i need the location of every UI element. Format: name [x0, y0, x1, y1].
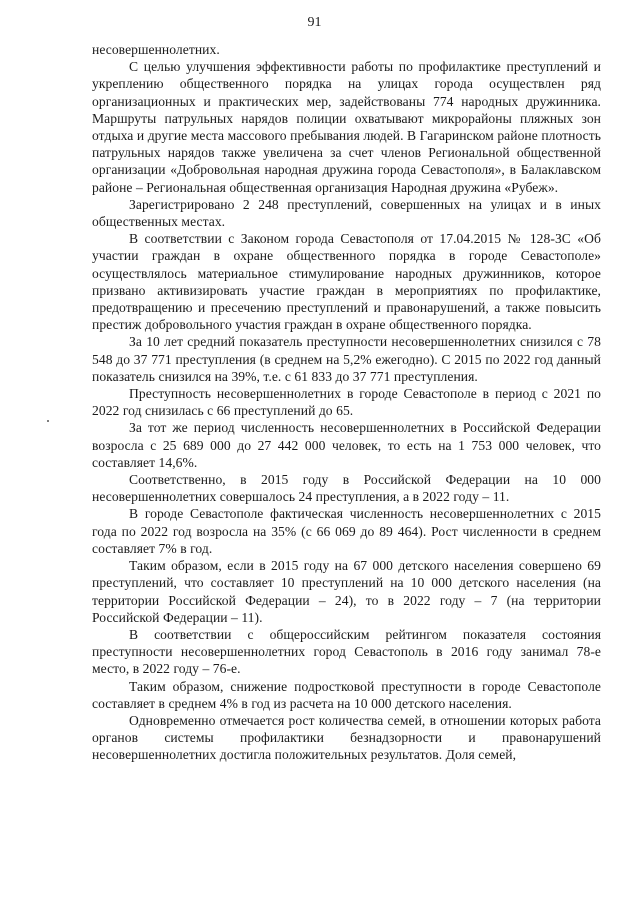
- paragraph: В соответствии с Законом города Севастополя от 17.04.2015 № 128-ЗС «Об участии граждан в охране общественного порядка в городе Севастополе» осуществлялось материальное стимулирование народных дружинников, которое призвано активизировать участие граждан в мероприятиях по профилактике, предотвращению и пресечению преступлений и правонарушений, а также повысить престиж добровольного участия граждан в охране общественного порядка.: [92, 231, 601, 333]
- paragraph: Зарегистрировано 2 248 преступлений, совершенных на улицах и в иных общественных местах.: [92, 196, 601, 230]
- scan-artifact: [47, 420, 49, 422]
- paragraph: Соответственно, в 2015 году в Российской Федерации на 10 000 несовершеннолетних совершалось 24 преступления, а в 2022 году – 11.: [92, 472, 601, 505]
- body-text: [92, 41, 601, 764]
- paragraph: несовершеннолетних.: [92, 42, 220, 57]
- paragraph: Одновременно отмечается рост количества семей, в отношении которых работа органов системы профилактики безнадзорности и правонарушений несовершеннолетних достигла положительных результатов. Доля семей,: [92, 712, 601, 763]
- paragraph: Таким образом, если в 2015 году на 67 000 детского населения совершено 69 преступлений, что составляет 10 преступлений на 10 000 детского населения (на территории Российской Федерации – 24), то в 2022 году – 7 (на территории Российской Федерации – 11).: [92, 558, 601, 625]
- paragraph: За тот же период численность несовершеннолетних в Российской Федерации возросла с 25 689 000 до 27 442 000 человек, то есть на 1 753 000 человек, что составляет 14,6%.: [92, 420, 601, 470]
- paragraph: Преступность несовершеннолетних в городе Севастополе в период с 2021 по 2022 год снизилась с 66 преступлений до 65.: [92, 386, 601, 419]
- page-number: 91: [307, 15, 322, 30]
- paragraph: За 10 лет средний показатель преступности несовершеннолетних снизился с 78 548 до 37 771 преступления (в среднем на 5,2% ежегодно). С 2015 по 2022 год данный показатель снизился на 39%, т.е. с 61 833 до 37 771 преступления.: [92, 334, 601, 384]
- paragraph: С целью улучшения эффективности работы по профилактике преступлений и укреплению общественного порядка на улицах города осуществлен ряд организационных и практических мер, задействованы 774 народных дружинника. Маршруты патрульных нарядов полиции охватывают микрорайоны пляжных зон отдыха и другие места массового пребывания людей. В Гагаринском районе плотность патрульных нарядов также увеличена за счет членов Региональной общественной организации «Добровольная народная дружина города Севастополя», в Балаклавском районе – Региональная общественная организация Народная дружина «Рубеж».: [92, 59, 601, 195]
- paragraph: Таким образом, снижение подростковой преступности в городе Севастополе составляет в среднем 4% в год из расчета на 10 000 детского населения.: [92, 678, 601, 711]
- paragraph: В соответствии с общероссийским рейтингом показателя состояния преступности несовершеннолетних город Севастополь в 2016 году занимал 78-е место, в 2022 году – 76-е.: [92, 626, 601, 677]
- paragraph: В городе Севастополе фактическая численность несовершеннолетних с 2015 года по 2022 год возросла на 35% (с 66 069 до 89 464). Рост численности в среднем составляет 7% в год.: [92, 506, 601, 556]
